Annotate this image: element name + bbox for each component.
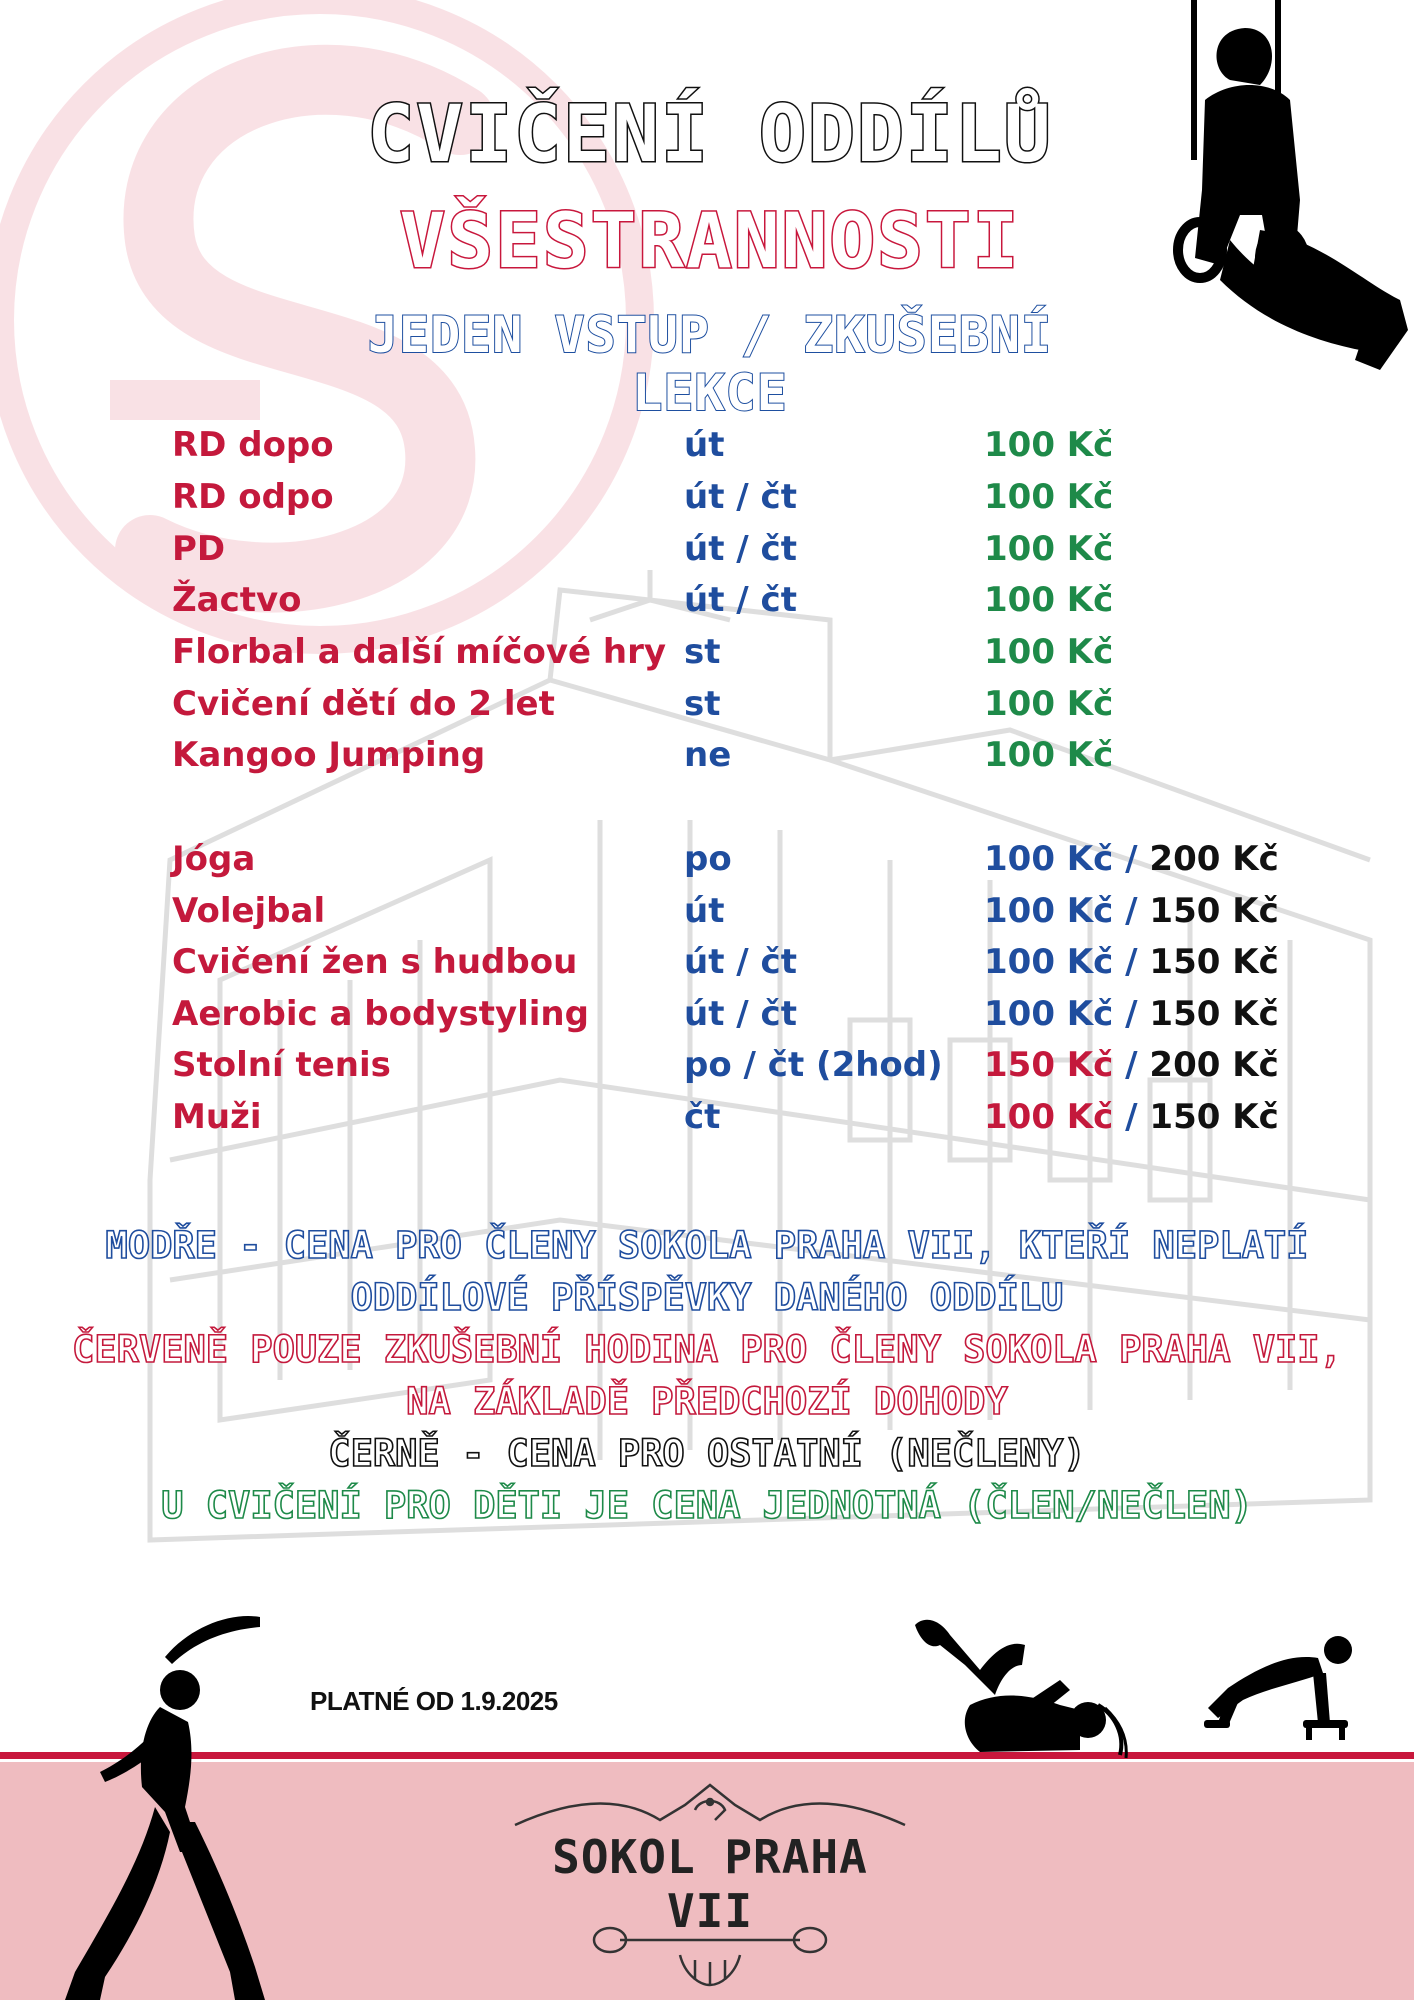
activity-days: po [684,839,732,879]
legend-red-line2: NA ZÁKLADĚ PŘEDCHOZÍ DOHODY [406,1380,1008,1423]
activity-price: 100 Kč [984,425,1114,465]
member-price: 100 Kč [984,839,1114,879]
activity-name: Cvičení dětí do 2 let [172,684,555,724]
page-title: CVIČENÍ ODDÍLŮ [367,90,1053,180]
activity-days: po / čt (2hod) [684,1045,943,1085]
activity-name: Muži [172,1097,262,1137]
price-row [172,1097,1332,1147]
activity-price: 100 Kč [984,477,1114,517]
organization-name: SOKOL PRAHA VII [552,1830,868,1938]
price-row [172,994,1332,1044]
activity-price: 100 Kč [984,580,1114,620]
nonmember-price: 150 Kč [1149,891,1279,931]
price-separator: / [1125,994,1138,1034]
price-row [172,477,1332,527]
price-separator: / [1125,942,1138,982]
crunch-exercise-silhouette-icon [910,1610,1130,1760]
legend-blue-line2: ODDÍLOVÉ PŘÍSPĚVKY DANÉHO ODDÍLU [350,1276,1064,1319]
activity-days: út / čt [684,942,797,982]
member-price: 100 Kč [984,942,1114,982]
price-row [172,529,1332,579]
activity-name: Aerobic a bodystyling [172,994,589,1034]
legend-black-line: ČERNĚ - CENA PRO OSTATNÍ (NEČLENY) [328,1432,1086,1475]
activity-price: 100 Kč [984,684,1114,724]
activity-days: čt [684,1097,721,1137]
price-row [172,1045,1332,1095]
nonmember-price: 150 Kč [1149,942,1279,982]
activity-name: RD odpo [172,477,334,517]
legend-blue-line1: MODŘE - CENA PRO ČLENY SOKOLA PRAHA VII, KTEŘÍ NEPLATÍ [105,1224,1309,1267]
nonmember-price: 200 Kč [1149,1045,1279,1085]
legend-red-line1: ČERVENĚ POUZE ZKUŠEBNÍ HODINA PRO ČLENY SOKOLA PRAHA VII, [72,1328,1342,1371]
price-separator: / [1125,891,1138,931]
member-price: 100 Kč [984,994,1114,1034]
price-row [172,684,1332,734]
price-separator: / [1125,1097,1138,1137]
activity-name: Žactvo [172,580,302,620]
member-price: 100 Kč [984,891,1114,931]
price-pair [984,1097,1279,1137]
activity-name: Kangoo Jumping [172,735,486,775]
page-subtitle: JEDEN VSTUP / ZKUŠEBNÍ LEKCE [367,306,1053,422]
activity-days: út / čt [684,477,797,517]
activity-name: Florbal a další míčové hry [172,632,667,672]
activity-price: 100 Kč [984,632,1114,672]
nonmember-price: 150 Kč [1149,994,1279,1034]
member-price: 100 Kč [984,1097,1114,1137]
price-pair [984,839,1279,879]
activity-days: út / čt [684,994,797,1034]
activity-days: st [684,632,721,672]
price-row [172,942,1332,992]
price-separator: / [1125,839,1138,879]
price-row [172,891,1332,941]
price-row [172,839,1332,889]
activity-name: Jóga [172,839,256,879]
activity-name: Stolní tenis [172,1045,391,1085]
price-separator: / [1125,1045,1138,1085]
price-row [172,632,1332,682]
price-pair [984,1045,1279,1085]
activity-days: út / čt [684,580,797,620]
activity-price: 100 Kč [984,529,1114,569]
activity-days: út [684,891,725,931]
nonmember-price: 200 Kč [1149,839,1279,879]
activity-price: 100 Kč [984,735,1114,775]
activity-days: st [684,684,721,724]
legend-green-line: U CVIČENÍ PRO DĚTI JE CENA JEDNOTNÁ (ČLEN/NEČLEN) [161,1484,1253,1527]
price-row [172,425,1332,475]
price-row [172,580,1332,630]
valid-from-date: PLATNÉ OD 1.9.2025 [310,1686,558,1716]
page-title-line2: VŠESTRANNOSTI [399,196,1021,285]
pushup-bars-silhouette-icon [1198,1628,1374,1748]
activity-name: Cvičení žen s hudbou [172,942,578,982]
activity-name: RD dopo [172,425,334,465]
member-price: 150 Kč [984,1045,1114,1085]
price-pair [984,994,1279,1034]
activity-days: út / čt [684,529,797,569]
activity-days: út [684,425,725,465]
activity-name: PD [172,529,226,569]
nonmember-price: 150 Kč [1149,1097,1279,1137]
price-pair [984,891,1279,931]
activity-name: Volejbal [172,891,326,931]
activity-days: ne [684,735,732,775]
stretching-woman-silhouette-icon [60,1612,270,2000]
price-pair [984,942,1279,982]
price-row [172,735,1332,785]
ring-gymnast-silhouette-icon [1150,0,1414,380]
